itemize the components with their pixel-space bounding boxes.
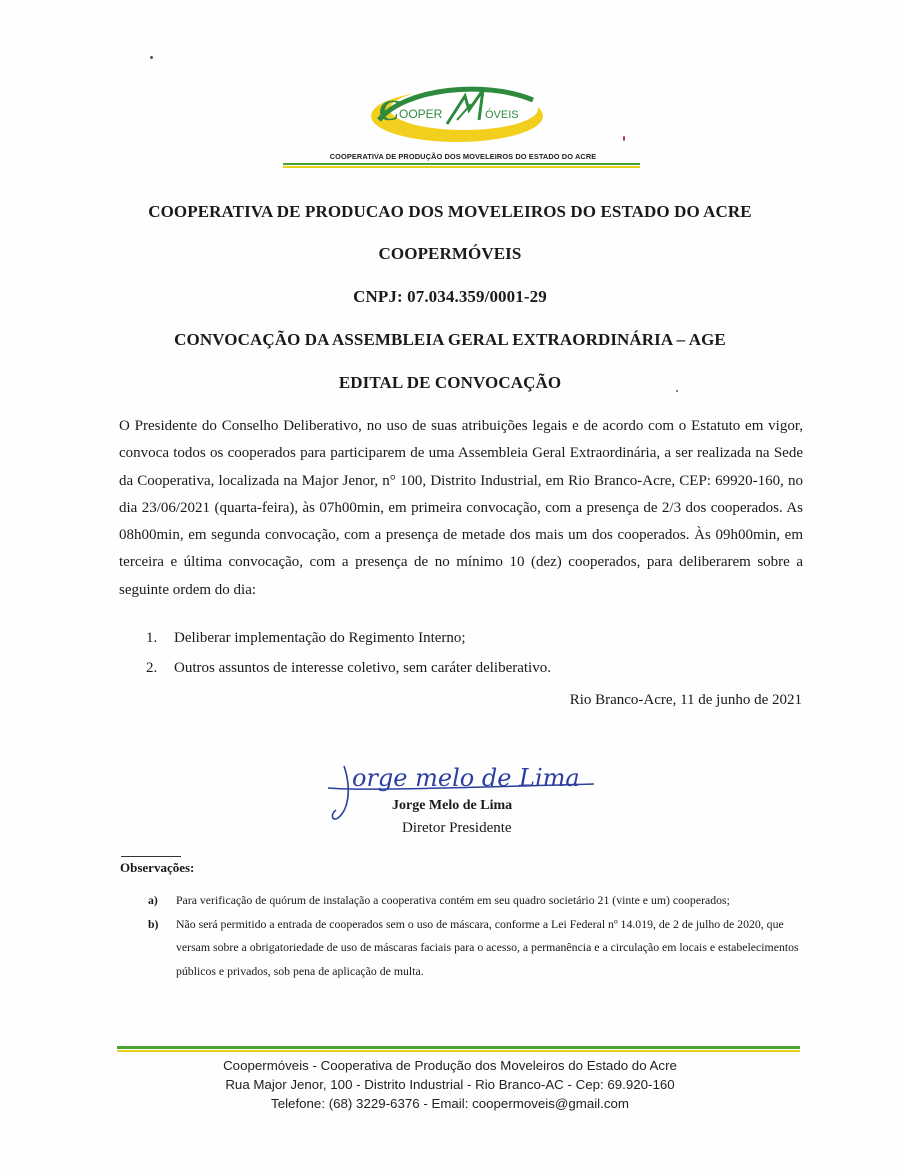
observation-letter: a) [148, 893, 158, 907]
handwritten-signature [322, 760, 612, 826]
scan-speck [623, 136, 625, 141]
svg-text:ÓVEIS: ÓVEIS [485, 109, 519, 121]
observation-text: Para verificação de quórum de instalação a cooperativa contém em seu quadro societário 21 (vinte e um) cooperados; [176, 893, 730, 907]
agenda-item-number: 2. [146, 660, 158, 676]
footer-divider [117, 1046, 800, 1054]
logo-tagline: COOPERATIVA DE PRODUÇÃO DOS MOVELEIROS DO ESTADO DO ACRE [329, 152, 597, 161]
observations-rule [121, 856, 181, 857]
observation-item [148, 889, 818, 913]
observations-list [148, 889, 818, 983]
observation-item [148, 913, 818, 984]
convocation-paragraph: O Presidente do Conselho Deliberativo, no uso de suas atribuições legais e de acordo com o Estatuto em vigor, convoca todos os cooperados para participarem de uma Assembleia Geral Extraordinária, a ser realizada na Sede da Cooperativa, localizada na Major Jenor, n° 100, Distrito Industrial, em Rio Branco-Acre, CEP: 69920-160, no dia 23/06/2021 (quarta-feira), às 07h00min, em primeira convocação, com a presença de 2/3 dos cooperados. As 08h00min, em segunda convocação, com a presença de metade dos mais um dos cooperados. Às 09h00min, em terceira e última convocação, com a presença de no mínimo 10 (dez) cooperados, para deliberarem sobre a seguinte ordem do dia: [119, 418, 803, 598]
signer-name: Jorge Melo de Lima [392, 798, 513, 813]
edital-title: EDITAL DE CONVOCAÇÃO [338, 373, 562, 392]
observations-label: Observações: [120, 860, 195, 875]
agenda-item-number: 1. [146, 630, 158, 646]
svg-text:orge melo de Lima: orge melo de Lima [352, 764, 580, 792]
footer-line-2: Rua Major Jenor, 100 - Distrito Industrial - Rio Branco-AC - Cep: 69.920-160 [225, 1077, 675, 1092]
cnpj-title: CNPJ: 07.034.359/0001-29 [353, 287, 547, 306]
footer-line-3: Telefone: (68) 3229-6376 - Email: coopermoveis@gmail.com [271, 1096, 629, 1111]
svg-text:C: C [379, 94, 400, 127]
scan-speck [150, 56, 153, 59]
agenda-item-text: Outros assuntos de interesse coletivo, sem caráter deliberativo. [174, 660, 551, 676]
date-line: Rio Branco-Acre, 11 de junho de 2021 [569, 692, 802, 708]
header-divider [283, 163, 640, 170]
coopermoveis-logo [365, 76, 545, 148]
assembly-title: CONVOCAÇÃO DA ASSEMBLEIA GERAL EXTRAORDINÁRIA – AGE [174, 330, 726, 349]
signer-role: Diretor Presidente [402, 820, 512, 836]
org-name-title: COOPERATIVA DE PRODUCAO DOS MOVELEIROS DO ESTADO DO ACRE [148, 202, 752, 221]
agenda-list [146, 625, 796, 685]
agenda-item [146, 655, 796, 685]
agenda-item [146, 625, 796, 655]
brand-title: COOPERMÓVEIS [378, 244, 522, 263]
observation-text: Não será permitido a entrada de cooperados sem o uso de máscara, conforme a Lei Federal nº 14.019, de 2 de julho de 2020, que versam sobre a obrigatoriedade de uso de máscaras faciais para o acesso, a permanência e a circulação em locais e estabelecimentos públicos e privados, sob pena de aplicação de multa. [176, 916, 799, 978]
observation-letter: b) [148, 916, 159, 931]
agenda-item-text: Deliberar implementação do Regimento Interno; [174, 630, 466, 646]
footer-line-1: Coopermóveis - Cooperativa de Produção dos Moveleiros do Estado do Acre [223, 1058, 677, 1073]
svg-text:OOPER: OOPER [399, 107, 443, 121]
